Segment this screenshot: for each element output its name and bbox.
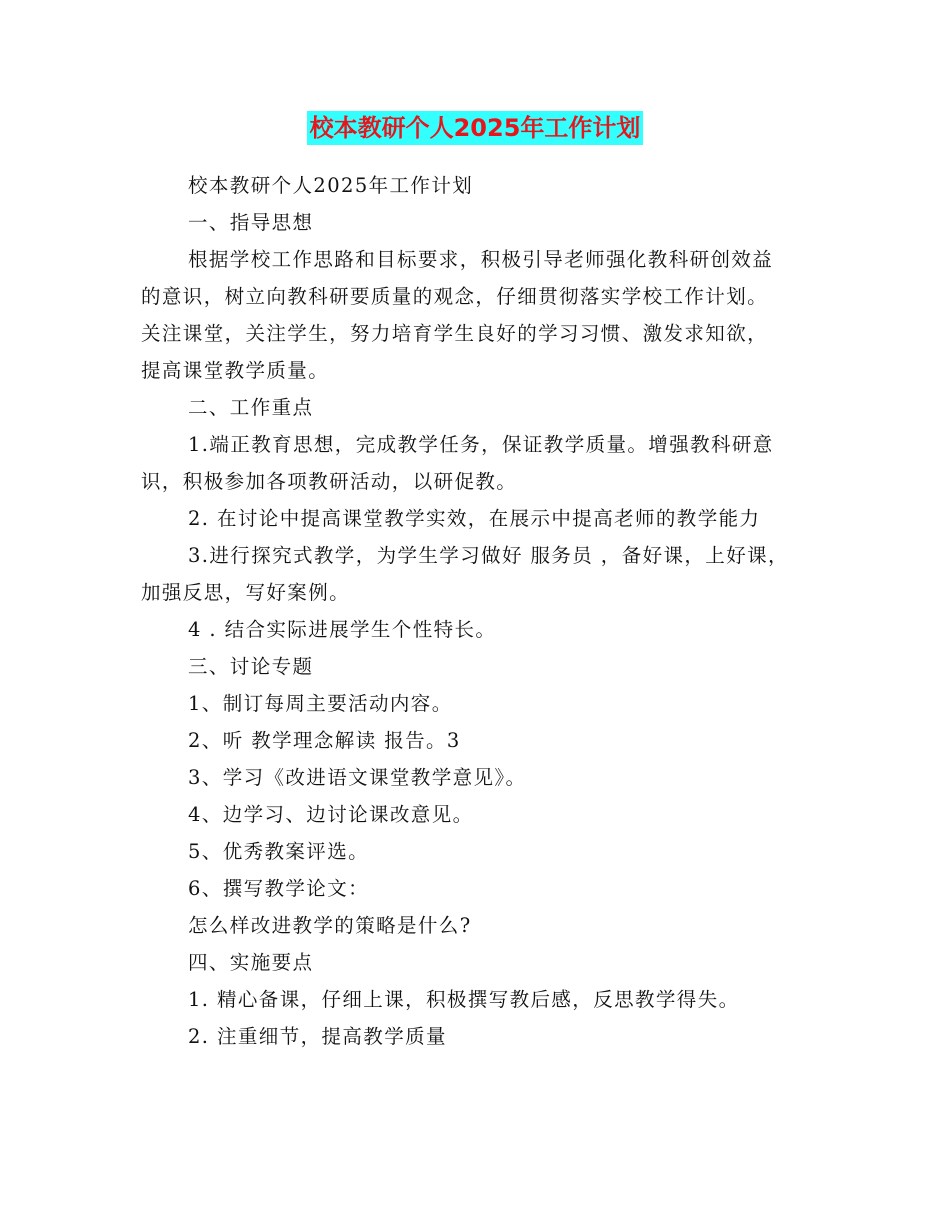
text-line: 怎么样改进教学的策略是什么? [188,914,472,937]
text-line: 1、制订每周主要活动内容。 [188,692,453,715]
text-line: 6、撰写教学论文： [188,877,370,900]
text-line: 5、优秀教案评选。 [188,840,370,863]
text-line: 的意识，树立向教科研要质量的观念，仔细贯彻落实学校工作计划。 [141,285,769,308]
text-line: 2. 注重细节，提高教学质量 [188,1025,447,1048]
text-line: 3、学习《改进语文课堂教学意见》。 [188,766,527,789]
text-line: 1.端正教育思想，完成教学任务，保证教学质量。增强教科研意 [188,433,774,456]
document-body [141,167,821,1055]
text-line: 一、指导思想 [188,211,314,234]
text-line: 4 . 结合实际进展学生个性特长。 [188,618,497,641]
text-line: 2、听 教学理念解读 报告。3 [188,729,461,752]
text-line: 四、实施要点 [188,951,314,974]
text-line: 三、讨论专题 [188,655,314,678]
text-line: 3.进行探究式教学，为学生学习做好 服务员 ，备好课，上好课， [188,544,789,567]
text-line: 识，积极参加各项教研活动，以研促教。 [141,470,518,493]
text-line: 关注课堂，关注学生，努力培育学生良好的学习习惯、激发求知欲， [141,322,769,345]
text-line: 加强反思，写好案例。 [141,581,351,604]
text-line: 提高课堂教学质量。 [141,359,330,382]
text-line: 根据学校工作思路和目标要求，积极引导老师强化教科研创效益 [188,248,774,271]
text-line: 1. 精心备课，仔细上课，积极撰写教后感，反思教学得失。 [188,988,740,1011]
text-line: 2. 在讨论中提高课堂教学实效，在展示中提高老师的教学能力 [188,507,761,530]
text-line: 4、边学习、边讨论课改意见。 [188,803,474,826]
page-title: 校本教研个人2025年工作计划 [307,111,644,145]
text-line: 校本教研个人2025年工作计划 [188,174,474,197]
text-line: 二、工作重点 [188,396,314,419]
title-row [0,111,950,145]
